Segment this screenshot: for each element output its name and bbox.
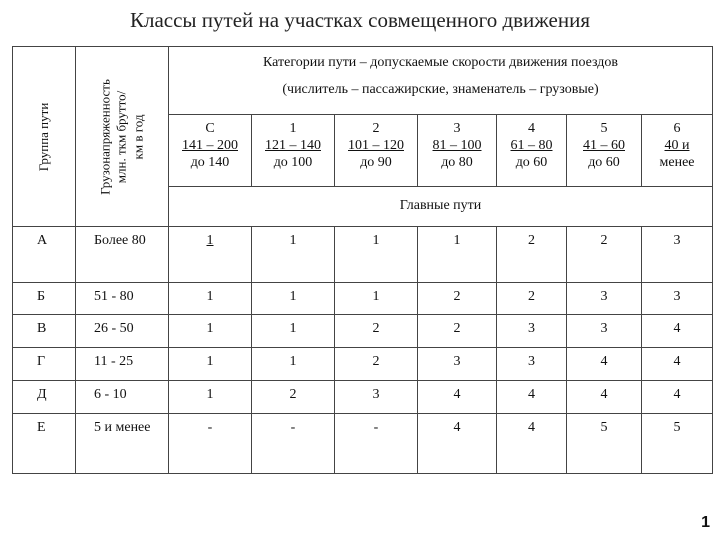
row-load: Более 80 [76,227,169,283]
category-cell [335,115,418,187]
category-cell [567,115,642,187]
header-load: Грузонапряженность млн. ткм брутто/ км в год [76,47,169,227]
category-freight: до 80 [441,154,473,170]
row-group: Е [13,414,76,474]
table-row [13,227,713,283]
class-value: 4 [497,381,567,414]
row-load: 26 - 50 [76,315,169,348]
class-value: 1 [169,283,252,315]
category-cell [418,115,497,187]
class-value: 2 [335,348,418,381]
category-passenger: 41 – 60 [583,137,625,153]
class-value: 1 [252,227,335,283]
class-value: 2 [252,381,335,414]
class-value: 4 [497,414,567,474]
class-value: 3 [642,227,713,283]
page-title: Классы путей на участках совмещенного движения [129,8,590,32]
category-cell [252,115,335,187]
category-cell [169,115,252,187]
class-value: 1 [418,227,497,283]
class-value: 2 [567,227,642,283]
category-passenger: 61 – 80 [510,137,553,153]
category-passenger: 81 – 100 [432,137,482,153]
class-value: 4 [418,414,497,474]
class-value: - [169,414,252,474]
class-value: 1 [169,315,252,348]
category-name: С [205,121,215,136]
class-value: 1 [252,283,335,315]
category-freight: до 60 [588,154,620,170]
class-value: 2 [418,283,497,315]
row-load: 6 - 10 [76,381,169,414]
class-value: 4 [642,315,713,348]
row-group: Г [13,348,76,381]
class-value: 1 [169,381,252,414]
class-value: 1 [252,315,335,348]
table-row [13,348,713,381]
row-group: В [13,315,76,348]
class-value: 5 [567,414,642,474]
category-name: 3 [453,121,461,136]
category-name: 4 [528,121,535,136]
class-value: 3 [642,283,713,315]
class-value: 4 [567,348,642,381]
category-passenger: 101 – 120 [348,137,404,153]
category-freight: до 100 [273,154,313,170]
category-freight: до 90 [360,154,392,170]
class-value: 1 [335,227,418,283]
class-value: 4 [642,348,713,381]
row-group: Д [13,381,76,414]
class-value: 3 [335,381,418,414]
category-freight: до 60 [515,154,548,170]
class-value: 4 [567,381,642,414]
class-value: 1 [169,348,252,381]
category-freight: менее [659,154,695,170]
category-name: 2 [372,121,380,136]
category-cell [642,115,713,187]
row-load: 5 и менее [76,414,169,474]
table-row [13,315,713,348]
category-name: 1 [289,121,297,136]
row-load: 51 - 80 [76,283,169,315]
class-value: 5 [642,414,713,474]
page-number: 1 [701,514,710,531]
class-value: 2 [497,283,567,315]
class-value: 3 [567,315,642,348]
class-value: - [252,414,335,474]
class-value: 3 [497,315,567,348]
class-value: 4 [642,381,713,414]
class-value: 3 [567,283,642,315]
table-row [13,414,713,474]
header-group: Группа пути [13,47,76,227]
table-row [13,283,713,315]
class-value: 1 [169,227,252,283]
class-value: 3 [497,348,567,381]
category-name: 6 [673,121,681,136]
category-passenger: 40 и [664,137,690,153]
category-freight: до 140 [190,154,230,170]
class-value: 2 [335,315,418,348]
class-value: 2 [418,315,497,348]
class-value: 3 [418,348,497,381]
class-value: 1 [335,283,418,315]
class-value: - [335,414,418,474]
category-passenger: 121 – 140 [265,137,321,153]
row-load: 11 - 25 [76,348,169,381]
class-value: 1 [252,348,335,381]
row-group: А [13,227,76,283]
row-group: Б [13,283,76,315]
category-cell [497,115,567,187]
track-classes-table [12,46,713,474]
header-main-tracks: Главные пути [169,187,713,227]
table-row [13,381,713,414]
category-name: 5 [600,121,608,136]
category-passenger: 141 – 200 [182,137,238,153]
header-categories: Категории пути – допускаемые скорости движения поездов (числитель – пассажирские, знаменатель – грузовые) [169,47,713,115]
class-value: 2 [497,227,567,283]
class-value: 4 [418,381,497,414]
